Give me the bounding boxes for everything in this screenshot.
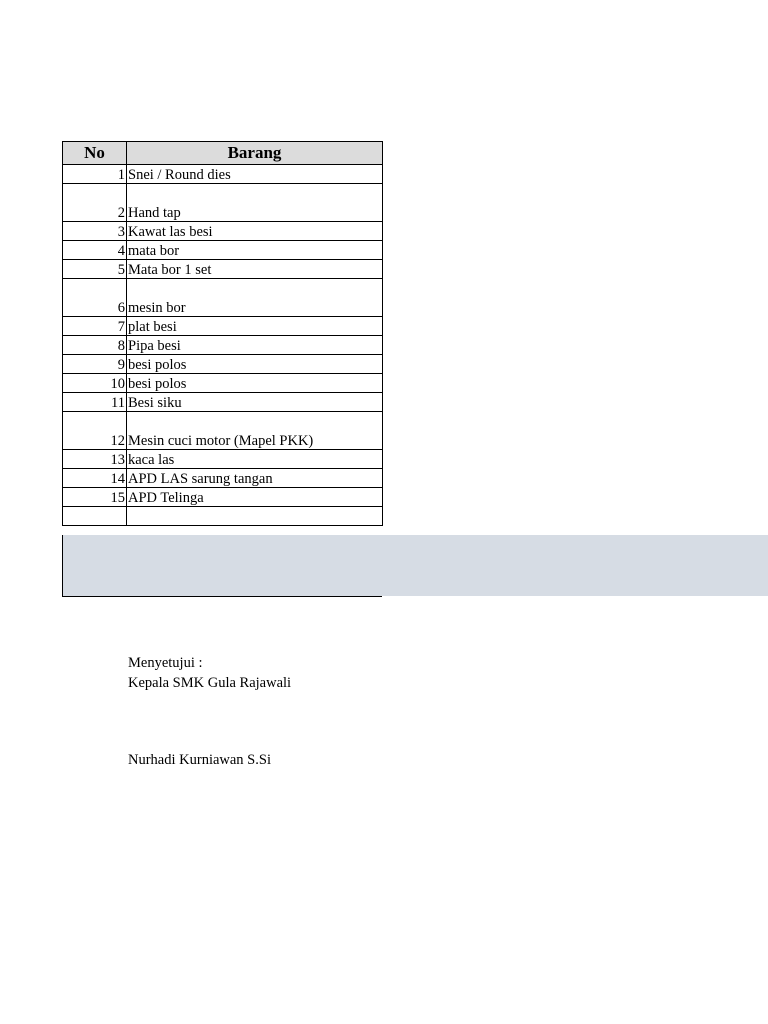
approver-name: Nurhadi Kurniawan S.Si <box>128 752 271 768</box>
table-row <box>63 336 383 355</box>
table-row <box>63 241 383 260</box>
table-row <box>63 222 383 241</box>
band-left-border <box>62 535 63 597</box>
empty-row <box>63 507 383 526</box>
row-number: 8 <box>63 336 127 355</box>
row-number: 1 <box>63 165 127 184</box>
row-item: Mata bor 1 set <box>127 260 383 279</box>
header-no: No <box>63 142 127 165</box>
row-number: 14 <box>63 469 127 488</box>
row-item: besi polos <box>127 374 383 393</box>
row-number: 3 <box>63 222 127 241</box>
empty-cell <box>127 507 383 526</box>
row-item: Kawat las besi <box>127 222 383 241</box>
items-table <box>62 141 383 526</box>
band-bottom-border <box>62 596 382 597</box>
row-number: 4 <box>63 241 127 260</box>
row-number: 7 <box>63 317 127 336</box>
table-row <box>63 488 383 507</box>
row-item: Pipa besi <box>127 336 383 355</box>
table-row <box>63 279 383 317</box>
table-row <box>63 260 383 279</box>
table-row <box>63 469 383 488</box>
table-row <box>63 165 383 184</box>
row-item: Besi siku <box>127 393 383 412</box>
row-item: besi polos <box>127 355 383 374</box>
shaded-band <box>62 535 768 596</box>
table-row <box>63 317 383 336</box>
table-row <box>63 450 383 469</box>
row-number: 13 <box>63 450 127 469</box>
row-item: APD Telinga <box>127 488 383 507</box>
table-row <box>63 393 383 412</box>
row-number: 2 <box>63 184 127 222</box>
table-row <box>63 184 383 222</box>
approval-label: Menyetujui : <box>128 655 203 671</box>
header-item: Barang <box>127 142 383 165</box>
table-header-row <box>63 142 383 165</box>
table-row <box>63 374 383 393</box>
table-row <box>63 355 383 374</box>
row-item: kaca las <box>127 450 383 469</box>
row-number: 9 <box>63 355 127 374</box>
row-number: 6 <box>63 279 127 317</box>
row-item: plat besi <box>127 317 383 336</box>
row-item: Snei / Round dies <box>127 165 383 184</box>
empty-cell <box>63 507 127 526</box>
row-item: mata bor <box>127 241 383 260</box>
row-number: 10 <box>63 374 127 393</box>
row-number: 5 <box>63 260 127 279</box>
row-number: 12 <box>63 412 127 450</box>
row-item: Mesin cuci motor (Mapel PKK) <box>127 412 383 450</box>
approver-position: Kepala SMK Gula Rajawali <box>128 675 292 691</box>
row-item: Hand tap <box>127 184 383 222</box>
row-item: APD LAS sarung tangan <box>127 469 383 488</box>
row-number: 15 <box>63 488 127 507</box>
row-item: mesin bor <box>127 279 383 317</box>
row-number: 11 <box>63 393 127 412</box>
table-row <box>63 412 383 450</box>
